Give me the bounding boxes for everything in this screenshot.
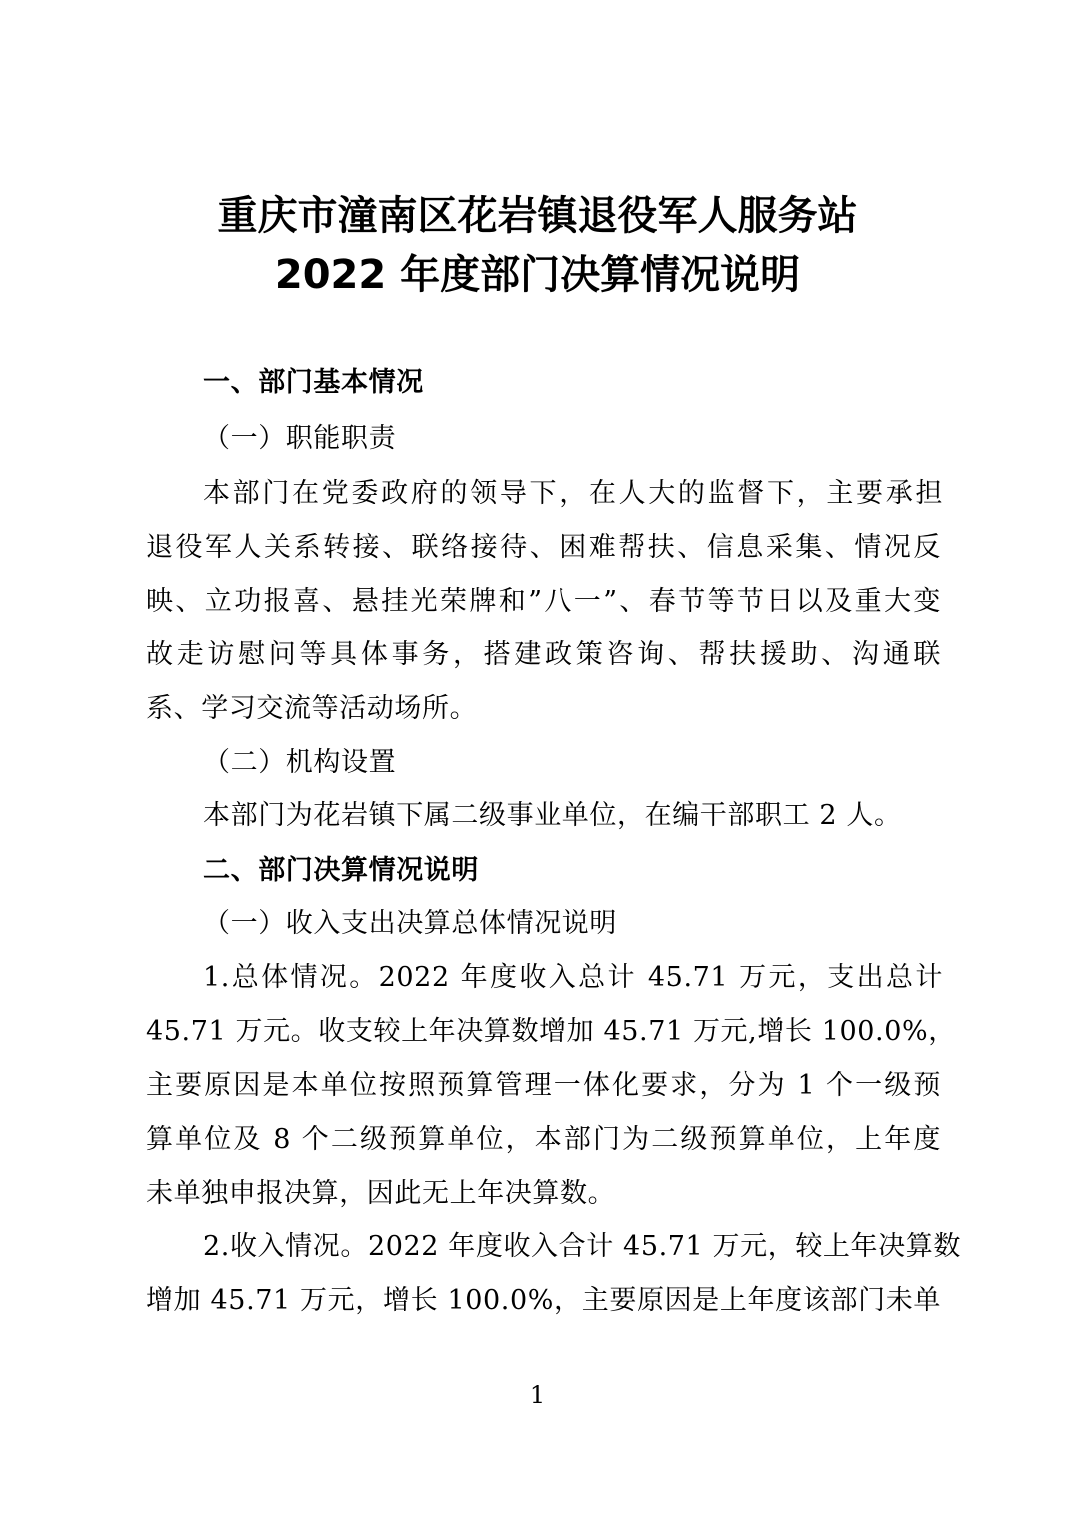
paragraph-line: 算单位及 8 个二级预算单位，本部门为二级预算单位，上年度 [146,1124,941,1155]
paragraph-line: 故走访慰问等具体事务，搭建政策咨询、帮扶援助、沟通联 [146,639,941,670]
section-1-heading: 一、部门基本情况 [203,367,424,398]
paragraph-line: 本部门为花岩镇下属二级事业单位，在编干部职工 2 人。 [203,800,902,831]
paragraph-line: 增加 45.71 万元，增长 100.0%，主要原因是上年度该部门未单 [146,1285,941,1316]
subsection-1-2-heading: （二）机构设置 [203,747,397,778]
document-title-line-2: 2022 年度部门决算情况说明 [274,252,801,298]
paragraph-line: 本部门在党委政府的领导下，在人大的监督下，主要承担 [203,478,943,509]
paragraph-line: 主要原因是本单位按照预算管理一体化要求，分为 1 个一级预 [146,1070,941,1101]
paragraph-line: 退役军人关系转接、联络接待、困难帮扶、信息采集、情况反 [146,532,941,563]
paragraph-line: 系、学习交流等活动场所。 [146,693,478,724]
paragraph-line: 未单独申报决算，因此无上年决算数。 [146,1178,616,1209]
paragraph-line: 45.71 万元。收支较上年决算数增加 45.71 万元,增长 100.0%， [146,1016,956,1047]
paragraph-line: 1.总体情况。2022 年度收入总计 45.71 万元，支出总计 [203,962,943,993]
paragraph-line: 2.收入情况。2022 年度收入合计 45.71 万元，较上年决算数 [203,1231,961,1262]
document-title-line-1: 重庆市潼南区花岩镇退役军人服务站 [217,193,858,239]
subsection-1-1-heading: （一）职能职责 [203,423,397,454]
section-2-heading: 二、部门决算情况说明 [203,855,479,886]
page-number: 1 [529,1381,546,1409]
subsection-2-1-heading: （一）收入支出决算总体情况说明 [203,908,617,939]
paragraph-line: 映、立功报喜、悬挂光荣牌和”八一”、春节等节日以及重大变 [146,586,941,617]
